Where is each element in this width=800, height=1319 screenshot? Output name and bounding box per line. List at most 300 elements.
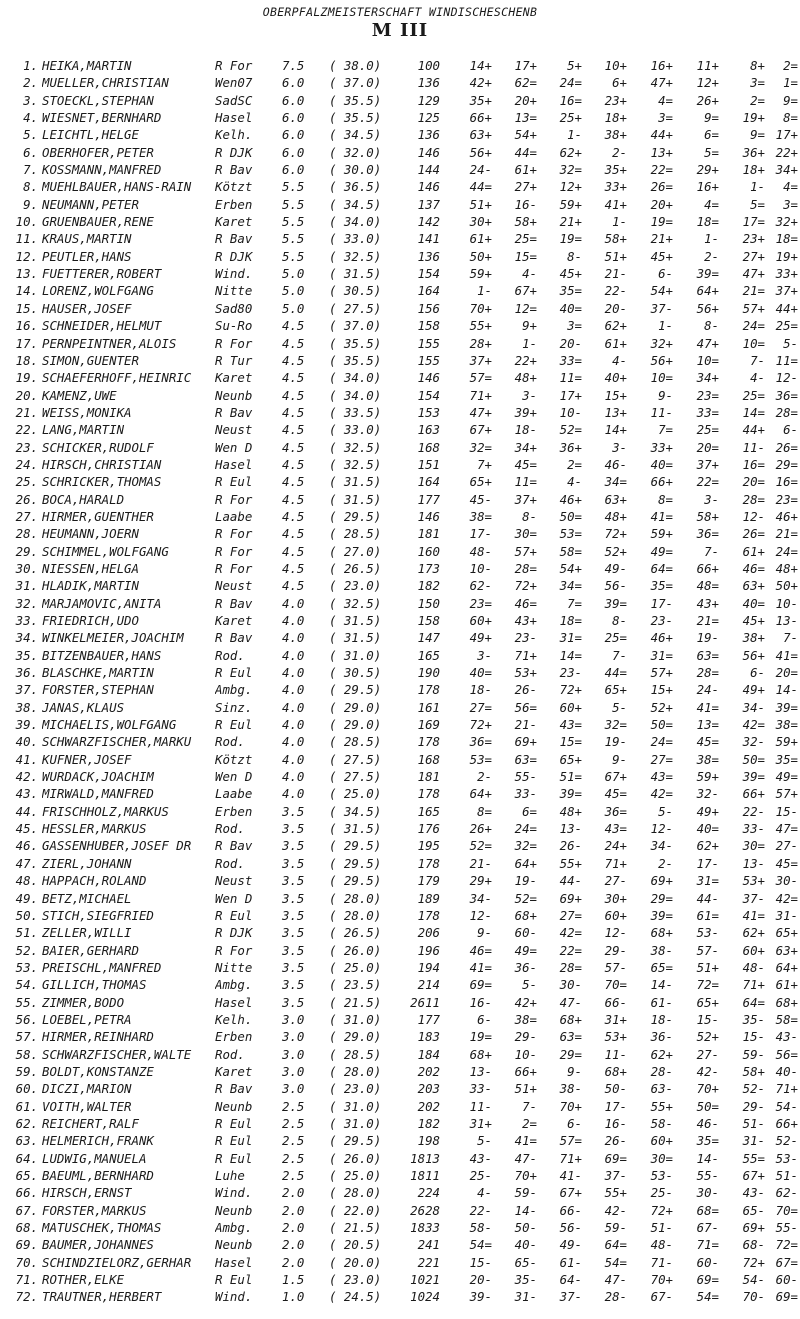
rating: 163 xyxy=(417,422,440,438)
buchholz: ( 29.5) xyxy=(329,1133,382,1149)
round-8-result: 29= xyxy=(775,456,798,472)
round-5-result: 45+ xyxy=(650,248,673,264)
points: 4.0 xyxy=(282,699,305,715)
club: R Eul xyxy=(215,1272,253,1288)
round-4-result: 45= xyxy=(604,786,627,802)
club: R DJK xyxy=(215,248,253,264)
round-3-result: 71+ xyxy=(559,1150,582,1166)
club: R Tur xyxy=(215,352,253,368)
round-3-result: 63= xyxy=(559,1029,582,1045)
rank: 65. xyxy=(15,1168,38,1183)
round-2-result: 38= xyxy=(514,1011,537,1027)
round-6-result: 12+ xyxy=(696,75,719,91)
round-6-result: 1- xyxy=(704,231,719,247)
table-row xyxy=(0,629,800,646)
round-5-result: 43= xyxy=(650,769,673,785)
round-8-result: 42= xyxy=(775,890,798,906)
rating: 142 xyxy=(417,214,440,230)
table-row xyxy=(0,57,800,74)
round-3-result: 72+ xyxy=(559,682,582,698)
rank: 60. xyxy=(15,1081,38,1097)
rating: 141 xyxy=(417,231,440,247)
round-4-result: 31+ xyxy=(604,1011,627,1027)
round-4-result: 22- xyxy=(604,283,627,299)
rank: 21. xyxy=(15,404,38,420)
round-1-result: 20- xyxy=(469,1272,492,1288)
round-5-result: 70+ xyxy=(650,1272,673,1288)
round-8-result: 66+ xyxy=(775,1115,798,1131)
rating: 183 xyxy=(417,1029,440,1045)
rank: 41. xyxy=(15,751,38,767)
round-7-result: 21= xyxy=(742,283,765,299)
round-7-result: 65- xyxy=(742,1202,765,1218)
player-name: BAUMER,JOHANNES xyxy=(42,1237,154,1253)
buchholz: ( 32.5) xyxy=(329,595,382,611)
rating: 136 xyxy=(417,248,440,264)
table-row xyxy=(0,491,800,508)
round-6-result: 52+ xyxy=(696,1029,719,1045)
round-3-result: 1- xyxy=(567,127,582,143)
buchholz: ( 34.0) xyxy=(329,370,382,386)
player-name: ROTHER,ELKE xyxy=(42,1272,125,1288)
round-1-result: 48- xyxy=(469,543,492,559)
club: R Eul xyxy=(215,1133,253,1149)
round-2-result: 59- xyxy=(514,1185,537,1201)
round-3-result: 5+ xyxy=(567,58,582,73)
club: R For xyxy=(215,543,253,559)
round-1-result: 68+ xyxy=(469,1046,492,1062)
round-2-result: 63= xyxy=(514,751,537,767)
club: R Bav xyxy=(215,231,253,247)
table-row xyxy=(0,1202,800,1219)
round-8-result: 7- xyxy=(783,630,798,646)
club: Rod. xyxy=(215,821,245,837)
table-row xyxy=(0,577,800,594)
round-8-result: 65+ xyxy=(775,925,798,941)
points: 6.0 xyxy=(282,75,305,91)
round-4-result: 10+ xyxy=(604,58,627,73)
table-row xyxy=(0,612,800,629)
buchholz: ( 29.0) xyxy=(329,1029,382,1045)
table-row xyxy=(0,716,800,733)
table-row xyxy=(0,109,800,126)
club: Wind. xyxy=(215,1289,253,1305)
round-8-result: 4= xyxy=(783,179,798,195)
round-7-result: 58+ xyxy=(742,1063,765,1079)
round-5-result: 25- xyxy=(650,1185,673,1201)
table-row xyxy=(0,768,800,785)
round-6-result: 2- xyxy=(704,248,719,264)
round-2-result: 65- xyxy=(514,1254,537,1270)
round-1-result: 72+ xyxy=(469,717,492,733)
round-8-result: 34+ xyxy=(775,162,798,178)
round-3-result: 48+ xyxy=(559,803,582,819)
round-5-result: 66+ xyxy=(650,474,673,490)
round-6-result: 64+ xyxy=(696,283,719,299)
points: 2.0 xyxy=(282,1220,305,1236)
club: Kelh. xyxy=(215,1011,253,1027)
round-4-result: 70= xyxy=(604,977,627,993)
round-5-result: 32+ xyxy=(650,335,673,351)
buchholz: ( 35.5) xyxy=(329,110,382,126)
round-5-result: 23- xyxy=(650,613,673,628)
round-4-result: 55+ xyxy=(604,1185,627,1201)
points: 7.5 xyxy=(282,58,305,73)
table-row xyxy=(0,543,800,560)
round-6-result: 70+ xyxy=(696,1081,719,1097)
buchholz: ( 27.5) xyxy=(329,300,382,316)
club: Neunb xyxy=(215,1237,253,1253)
round-4-result: 64= xyxy=(604,1237,627,1253)
round-7-result: 24= xyxy=(742,318,765,334)
club: Wen D xyxy=(215,439,253,455)
round-8-result: 39= xyxy=(775,699,798,715)
rating: 177 xyxy=(417,1011,440,1027)
points: 6.0 xyxy=(282,144,305,160)
round-6-result: 33= xyxy=(696,404,719,420)
round-8-result: 69= xyxy=(775,1289,798,1305)
player-name: HELMERICH,FRANK xyxy=(42,1133,154,1149)
table-row xyxy=(0,335,800,352)
round-5-result: 3= xyxy=(658,110,673,126)
round-1-result: 70+ xyxy=(469,300,492,316)
round-2-result: 14- xyxy=(514,1202,537,1218)
player-name: LEICHTL,HELGE xyxy=(42,127,139,143)
rank: 50. xyxy=(15,907,38,923)
round-3-result: 20- xyxy=(559,335,582,351)
round-2-result: 50- xyxy=(514,1220,537,1236)
round-7-result: 30= xyxy=(742,838,765,854)
round-7-result: 62+ xyxy=(742,925,765,941)
round-8-result: 41= xyxy=(775,647,798,663)
round-3-result: 4- xyxy=(567,474,582,490)
round-6-result: 62+ xyxy=(696,838,719,854)
round-7-result: 66+ xyxy=(742,786,765,802)
round-7-result: 69+ xyxy=(742,1220,765,1236)
buchholz: ( 30.0) xyxy=(329,162,382,178)
round-8-result: 8= xyxy=(783,110,798,126)
rank: 42. xyxy=(15,769,38,785)
round-3-result: 50= xyxy=(559,508,582,524)
round-8-result: 44+ xyxy=(775,300,798,316)
player-name: BAEUML,BERNHARD xyxy=(42,1168,154,1183)
rank: 51. xyxy=(15,925,38,941)
round-2-result: 58+ xyxy=(514,214,537,230)
rating: 196 xyxy=(417,942,440,958)
round-3-result: 29= xyxy=(559,1046,582,1062)
round-1-result: 9- xyxy=(477,925,492,941)
buchholz: ( 28.0) xyxy=(329,890,382,906)
round-4-result: 67+ xyxy=(604,769,627,785)
round-5-result: 19= xyxy=(650,214,673,230)
round-6-result: 6= xyxy=(704,127,719,143)
round-7-result: 64= xyxy=(742,994,765,1010)
points: 2.5 xyxy=(282,1150,305,1166)
round-2-result: 60- xyxy=(514,925,537,941)
round-8-result: 47= xyxy=(775,821,798,837)
rating: 136 xyxy=(417,75,440,91)
round-7-result: 19+ xyxy=(742,110,765,126)
table-row xyxy=(0,751,800,768)
round-7-result: 32- xyxy=(742,734,765,750)
rank: 67. xyxy=(15,1202,38,1218)
round-3-result: 11= xyxy=(559,370,582,386)
buchholz: ( 29.0) xyxy=(329,717,382,733)
round-5-result: 11- xyxy=(650,404,673,420)
player-name: KRAUS,MARTIN xyxy=(42,231,132,247)
rank: 6. xyxy=(23,144,38,160)
round-6-result: 39= xyxy=(696,266,719,282)
round-8-result: 6- xyxy=(783,422,798,438)
round-1-result: 30+ xyxy=(469,214,492,230)
points: 5.0 xyxy=(282,266,305,282)
round-5-result: 39= xyxy=(650,907,673,923)
round-5-result: 5- xyxy=(658,803,673,819)
rating: 179 xyxy=(417,873,440,889)
round-8-result: 21= xyxy=(775,526,798,542)
round-4-result: 51+ xyxy=(604,248,627,264)
points: 4.5 xyxy=(282,474,305,490)
round-1-result: 25- xyxy=(469,1168,492,1183)
round-2-result: 42+ xyxy=(514,994,537,1010)
rank: 33. xyxy=(15,613,38,628)
round-8-result: 64+ xyxy=(775,959,798,975)
buchholz: ( 27.5) xyxy=(329,769,382,785)
round-3-result: 17+ xyxy=(559,387,582,403)
points: 4.5 xyxy=(282,560,305,576)
rating: 153 xyxy=(417,404,440,420)
round-6-result: 5= xyxy=(704,144,719,160)
table-row xyxy=(0,456,800,473)
round-3-result: 44- xyxy=(559,873,582,889)
round-3-result: 54+ xyxy=(559,560,582,576)
round-8-result: 14- xyxy=(775,682,798,698)
rating: 202 xyxy=(417,1063,440,1079)
round-1-result: 50+ xyxy=(469,248,492,264)
round-8-result: 62- xyxy=(775,1185,798,1201)
round-5-result: 29= xyxy=(650,890,673,906)
player-name: OBERHOFER,PETER xyxy=(42,144,154,160)
table-row xyxy=(0,265,800,282)
rank: 54. xyxy=(15,977,38,993)
club: Neunb xyxy=(215,1202,253,1218)
player-name: WINKELMEIER,JOACHIM xyxy=(42,630,184,646)
round-8-result: 40- xyxy=(775,1063,798,1079)
round-4-result: 48+ xyxy=(604,508,627,524)
club: Laabe xyxy=(215,786,253,802)
buchholz: ( 29.5) xyxy=(329,838,382,854)
round-2-result: 54+ xyxy=(514,127,537,143)
round-8-result: 26= xyxy=(775,439,798,455)
points: 2.0 xyxy=(282,1254,305,1270)
player-name: LOEBEL,PETRA xyxy=(42,1011,132,1027)
table-row xyxy=(0,1150,800,1167)
round-6-result: 50= xyxy=(696,1098,719,1114)
buchholz: ( 34.0) xyxy=(329,214,382,230)
round-5-result: 67- xyxy=(650,1289,673,1305)
buchholz: ( 28.5) xyxy=(329,526,382,542)
round-8-result: 57+ xyxy=(775,786,798,802)
round-6-result: 11+ xyxy=(696,58,719,73)
round-1-result: 24- xyxy=(469,162,492,178)
round-5-result: 50= xyxy=(650,717,673,733)
round-8-result: 52- xyxy=(775,1133,798,1149)
round-7-result: 7- xyxy=(750,352,765,368)
round-6-result: 66+ xyxy=(696,560,719,576)
player-name: HEIKA,MARTIN xyxy=(42,58,132,73)
rating: 182 xyxy=(417,578,440,594)
round-7-result: 56+ xyxy=(742,647,765,663)
round-1-result: 31+ xyxy=(469,1115,492,1131)
round-7-result: 48- xyxy=(742,959,765,975)
rank: 59. xyxy=(15,1063,38,1079)
round-2-result: 68+ xyxy=(514,907,537,923)
club: Wen D xyxy=(215,769,253,785)
round-6-result: 69= xyxy=(696,1272,719,1288)
points: 2.5 xyxy=(282,1098,305,1114)
round-6-result: 23= xyxy=(696,387,719,403)
round-3-result: 70+ xyxy=(559,1098,582,1114)
rating: 144 xyxy=(417,162,440,178)
points: 6.0 xyxy=(282,110,305,126)
player-name: NEUMANN,PETER xyxy=(42,196,139,212)
buchholz: ( 31.0) xyxy=(329,1098,382,1114)
buchholz: ( 25.0) xyxy=(329,1168,382,1183)
rank: 27. xyxy=(15,508,38,524)
round-8-result: 1= xyxy=(783,75,798,91)
round-8-result: 49= xyxy=(775,769,798,785)
round-3-result: 37- xyxy=(559,1289,582,1305)
player-name: STICH,SIEGFRIED xyxy=(42,907,154,923)
club: R DJK xyxy=(215,144,253,160)
round-1-result: 61+ xyxy=(469,231,492,247)
rating: 190 xyxy=(417,665,440,681)
rating: 181 xyxy=(417,769,440,785)
round-6-result: 36= xyxy=(696,526,719,542)
rank: 16. xyxy=(15,318,38,334)
round-5-result: 52+ xyxy=(650,699,673,715)
round-8-result: 31- xyxy=(775,907,798,923)
club: R Bav xyxy=(215,1081,253,1097)
round-8-result: 68+ xyxy=(775,994,798,1010)
round-1-result: 37+ xyxy=(469,352,492,368)
round-3-result: 14= xyxy=(559,647,582,663)
round-5-result: 12- xyxy=(650,821,673,837)
buchholz: ( 32.5) xyxy=(329,248,382,264)
table-row xyxy=(0,1184,800,1201)
round-5-result: 55+ xyxy=(650,1098,673,1114)
round-2-result: 9+ xyxy=(522,318,537,334)
points: 2.5 xyxy=(282,1115,305,1131)
round-5-result: 2- xyxy=(658,855,673,871)
club: Hasel xyxy=(215,1254,253,1270)
round-8-result: 50+ xyxy=(775,578,798,594)
round-4-result: 43= xyxy=(604,821,627,837)
rank: 49. xyxy=(15,890,38,906)
rank: 37. xyxy=(15,682,38,698)
player-name: HAPPACH,ROLAND xyxy=(42,873,147,889)
round-1-result: 59+ xyxy=(469,266,492,282)
round-4-result: 8- xyxy=(612,613,627,628)
club: R Eul xyxy=(215,474,253,490)
round-8-result: 20= xyxy=(775,665,798,681)
club: Laabe xyxy=(215,508,253,524)
round-1-result: 43- xyxy=(469,1150,492,1166)
round-3-result: 53= xyxy=(559,526,582,542)
round-4-result: 56- xyxy=(604,578,627,594)
round-5-result: 8= xyxy=(658,491,673,507)
rating: 2611 xyxy=(410,994,440,1010)
round-3-result: 68+ xyxy=(559,1011,582,1027)
club: Su-Ro xyxy=(215,318,253,334)
buchholz: ( 21.5) xyxy=(329,994,382,1010)
rating: 158 xyxy=(417,318,440,334)
points: 3.5 xyxy=(282,838,305,854)
rank: 30. xyxy=(15,560,38,576)
player-name: MARJAMOVIC,ANITA xyxy=(42,595,162,611)
round-2-result: 28= xyxy=(514,560,537,576)
round-4-result: 12- xyxy=(604,925,627,941)
player-name: FORSTER,STEPHAN xyxy=(42,682,154,698)
table-row xyxy=(0,248,800,265)
buchholz: ( 31.5) xyxy=(329,474,382,490)
rank: 47. xyxy=(15,855,38,871)
round-5-result: 6- xyxy=(658,266,673,282)
round-4-result: 25= xyxy=(604,630,627,646)
rating: 1811 xyxy=(410,1168,440,1183)
round-6-result: 38= xyxy=(696,751,719,767)
round-1-result: 62- xyxy=(469,578,492,594)
table-row xyxy=(0,924,800,941)
rating: 178 xyxy=(417,682,440,698)
round-1-result: 34- xyxy=(469,890,492,906)
rank: 25. xyxy=(15,474,38,490)
round-6-result: 67- xyxy=(696,1220,719,1236)
round-3-result: 24= xyxy=(559,75,582,91)
player-name: SCHRICKER,THOMAS xyxy=(42,474,162,490)
club: Neunb xyxy=(215,387,253,403)
round-7-result: 28= xyxy=(742,491,765,507)
round-2-result: 48+ xyxy=(514,370,537,386)
player-name: MUEHLBAUER,HANS-RAIN xyxy=(42,179,192,195)
round-7-result: 55= xyxy=(742,1150,765,1166)
round-6-result: 9= xyxy=(704,110,719,126)
round-5-result: 44+ xyxy=(650,127,673,143)
club: Karet xyxy=(215,370,253,386)
round-2-result: 46= xyxy=(514,595,537,611)
rank: 15. xyxy=(15,300,38,316)
round-3-result: 46+ xyxy=(559,491,582,507)
round-2-result: 44= xyxy=(514,144,537,160)
round-5-result: 54+ xyxy=(650,283,673,299)
round-6-result: 27- xyxy=(696,1046,719,1062)
round-2-result: 67+ xyxy=(514,283,537,299)
rating: 164 xyxy=(417,474,440,490)
round-2-result: 56= xyxy=(514,699,537,715)
round-8-result: 19+ xyxy=(775,248,798,264)
club: Luhe xyxy=(215,1168,245,1183)
round-2-result: 31- xyxy=(514,1289,537,1305)
rating: 168 xyxy=(417,439,440,455)
buchholz: ( 30.5) xyxy=(329,283,382,299)
round-8-result: 38= xyxy=(775,717,798,733)
round-3-result: 47- xyxy=(559,994,582,1010)
club: Nitte xyxy=(215,283,253,299)
round-5-result: 42= xyxy=(650,786,673,802)
round-8-result: 23= xyxy=(775,491,798,507)
points: 5.0 xyxy=(282,300,305,316)
rating: 202 xyxy=(417,1098,440,1114)
